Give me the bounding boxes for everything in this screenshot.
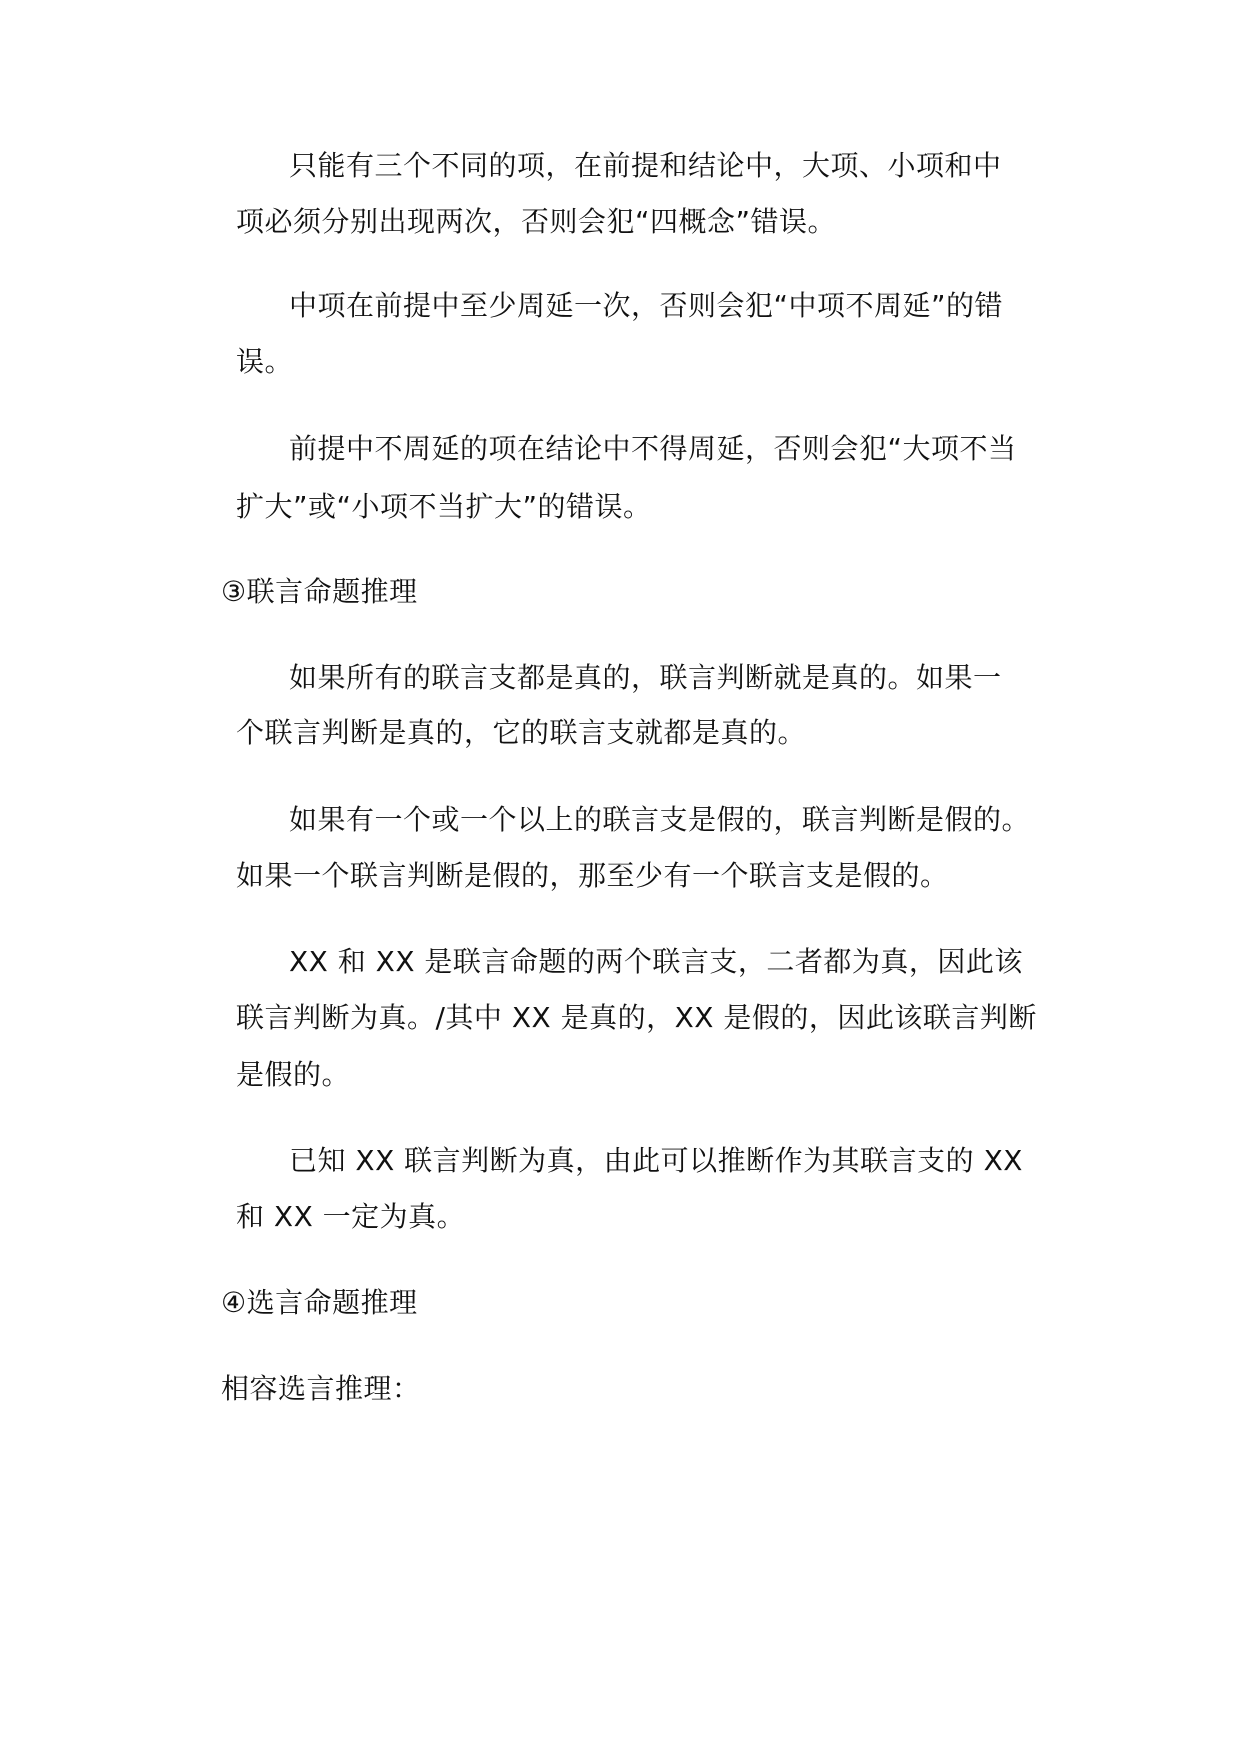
p5-line2: 如果一个联言判断是假的，那至少有一个联言支是假的。 [236, 859, 949, 892]
p6-line1: XX 和 XX 是联言命题的两个联言支，二者都为真，因此该 [289, 945, 1023, 978]
p6-line2: 联言判断为真。/其中 XX 是真的，XX 是假的，因此该联言判断 [236, 1001, 1037, 1034]
heading-conjunctive: ③联言命题推理 [221, 575, 418, 608]
p7-line2: 和 XX 一定为真。 [236, 1200, 466, 1233]
p6-line3: 是假的。 [236, 1058, 351, 1091]
p5-line1: 如果有一个或一个以上的联言支是假的，联言判断是假的。 [289, 803, 1031, 836]
p7-line1: 已知 XX 联言判断为真，由此可以推断作为其联言支的 XX [289, 1144, 1023, 1177]
p1-line1: 只能有三个不同的项，在前提和结论中，大项、小项和中 [289, 149, 1002, 182]
p2-line1: 中项在前提中至少周延一次，否则会犯“中项不周延”的错 [289, 289, 1004, 322]
p2-line2: 误。 [236, 345, 294, 378]
p3-line1: 前提中不周延的项在结论中不得周延，否则会犯“大项不当 [289, 432, 1017, 465]
subheading-compatible-disjunctive: 相容选言推理： [221, 1372, 421, 1405]
p4-line1: 如果所有的联言支都是真的，联言判断就是真的。如果一 [289, 661, 1002, 694]
heading-disjunctive: ④选言命题推理 [221, 1286, 418, 1319]
p4-line2: 个联言判断是真的，它的联言支就都是真的。 [236, 716, 807, 749]
p1-line2: 项必须分别出现两次，否则会犯“四概念”错误。 [236, 205, 837, 238]
p3-line2: 扩大”或“小项不当扩大”的错误。 [236, 490, 652, 523]
